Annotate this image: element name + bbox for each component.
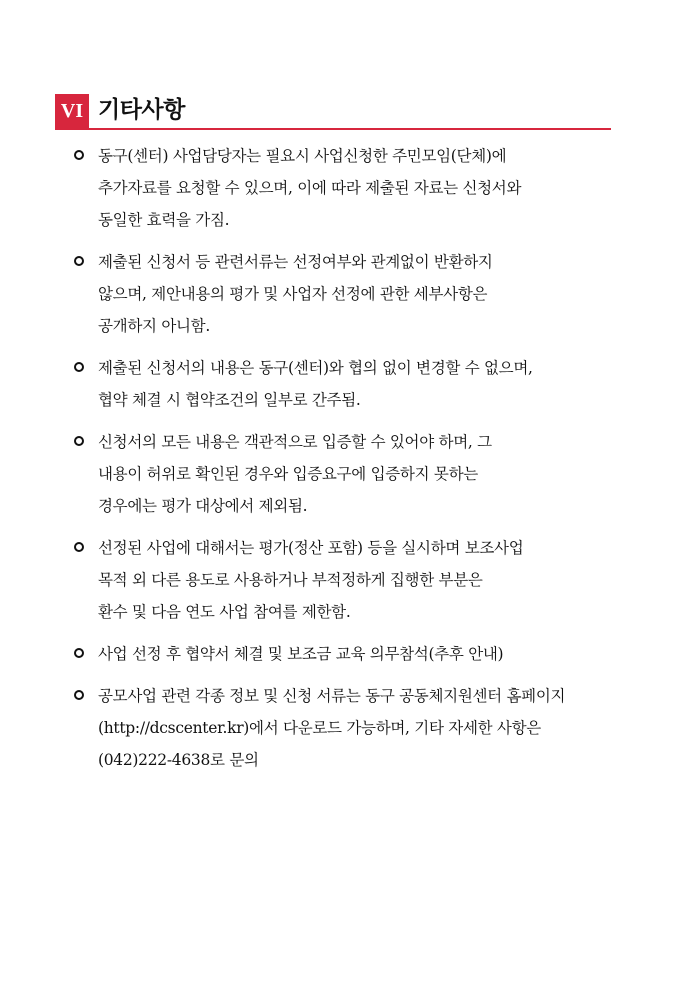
list-item: [74, 426, 622, 522]
circle-bullet-icon: [74, 542, 84, 552]
list-item-text: 동구(센터) 사업담당자는 필요시 사업신청한 주민모임(단체)에 추가자료를 요청할 수 있으며, 이에 따라 제출된 자료는 신청서와 동일한 효력을 가짐.: [98, 147, 522, 229]
section-header: [55, 94, 611, 130]
title-underline: [55, 128, 611, 130]
list-item: [74, 140, 622, 236]
list-item-text: 선정된 사업에 대해서는 평가(정산 포함) 등을 실시하며 보조사업 목적 외 다른 용도로 사용하거나 부적정하게 집행한 부분은 환수 및 다음 연도 사업 참여를 제한함.: [98, 539, 524, 621]
section-number-badge: VI: [55, 94, 89, 128]
list-item: [74, 352, 622, 416]
section-title: 기타사항: [98, 97, 185, 123]
list-item-text: 제출된 신청서 등 관련서류는 선정여부와 관계없이 반환하지 않으며, 제안내용의 평가 및 사업자 선정에 관한 세부사항은 공개하지 아니함.: [98, 253, 493, 335]
circle-bullet-icon: [74, 362, 84, 372]
list-item: [74, 246, 622, 342]
circle-bullet-icon: [74, 436, 84, 446]
list-item: [74, 638, 622, 670]
circle-bullet-icon: [74, 648, 84, 658]
circle-bullet-icon: [74, 150, 84, 160]
list-item: [74, 680, 622, 776]
list-item: [74, 532, 622, 628]
list-item-text: 사업 선정 후 협약서 체결 및 보조금 교육 의무참석(추후 안내): [98, 645, 504, 663]
notice-list: [74, 140, 622, 786]
list-item-text: 제출된 신청서의 내용은 동구(센터)와 협의 없이 변경할 수 없으며, 협약 체결 시 협약조건의 일부로 간주됨.: [98, 359, 533, 409]
list-item-text: 신청서의 모든 내용은 객관적으로 입증할 수 있어야 하며, 그 내용이 허위로 확인된 경우와 입증요구에 입증하지 못하는 경우에는 평가 대상에서 제외됨.: [98, 433, 492, 515]
list-item-text: 공모사업 관련 각종 정보 및 신청 서류는 동구 공동체지원센터 홈페이지 (http://dcscenter.kr)에서 다운로드 가능하며, 기타 자세한 사항은 (042)222-4638로 문의: [98, 687, 566, 769]
circle-bullet-icon: [74, 690, 84, 700]
circle-bullet-icon: [74, 256, 84, 266]
